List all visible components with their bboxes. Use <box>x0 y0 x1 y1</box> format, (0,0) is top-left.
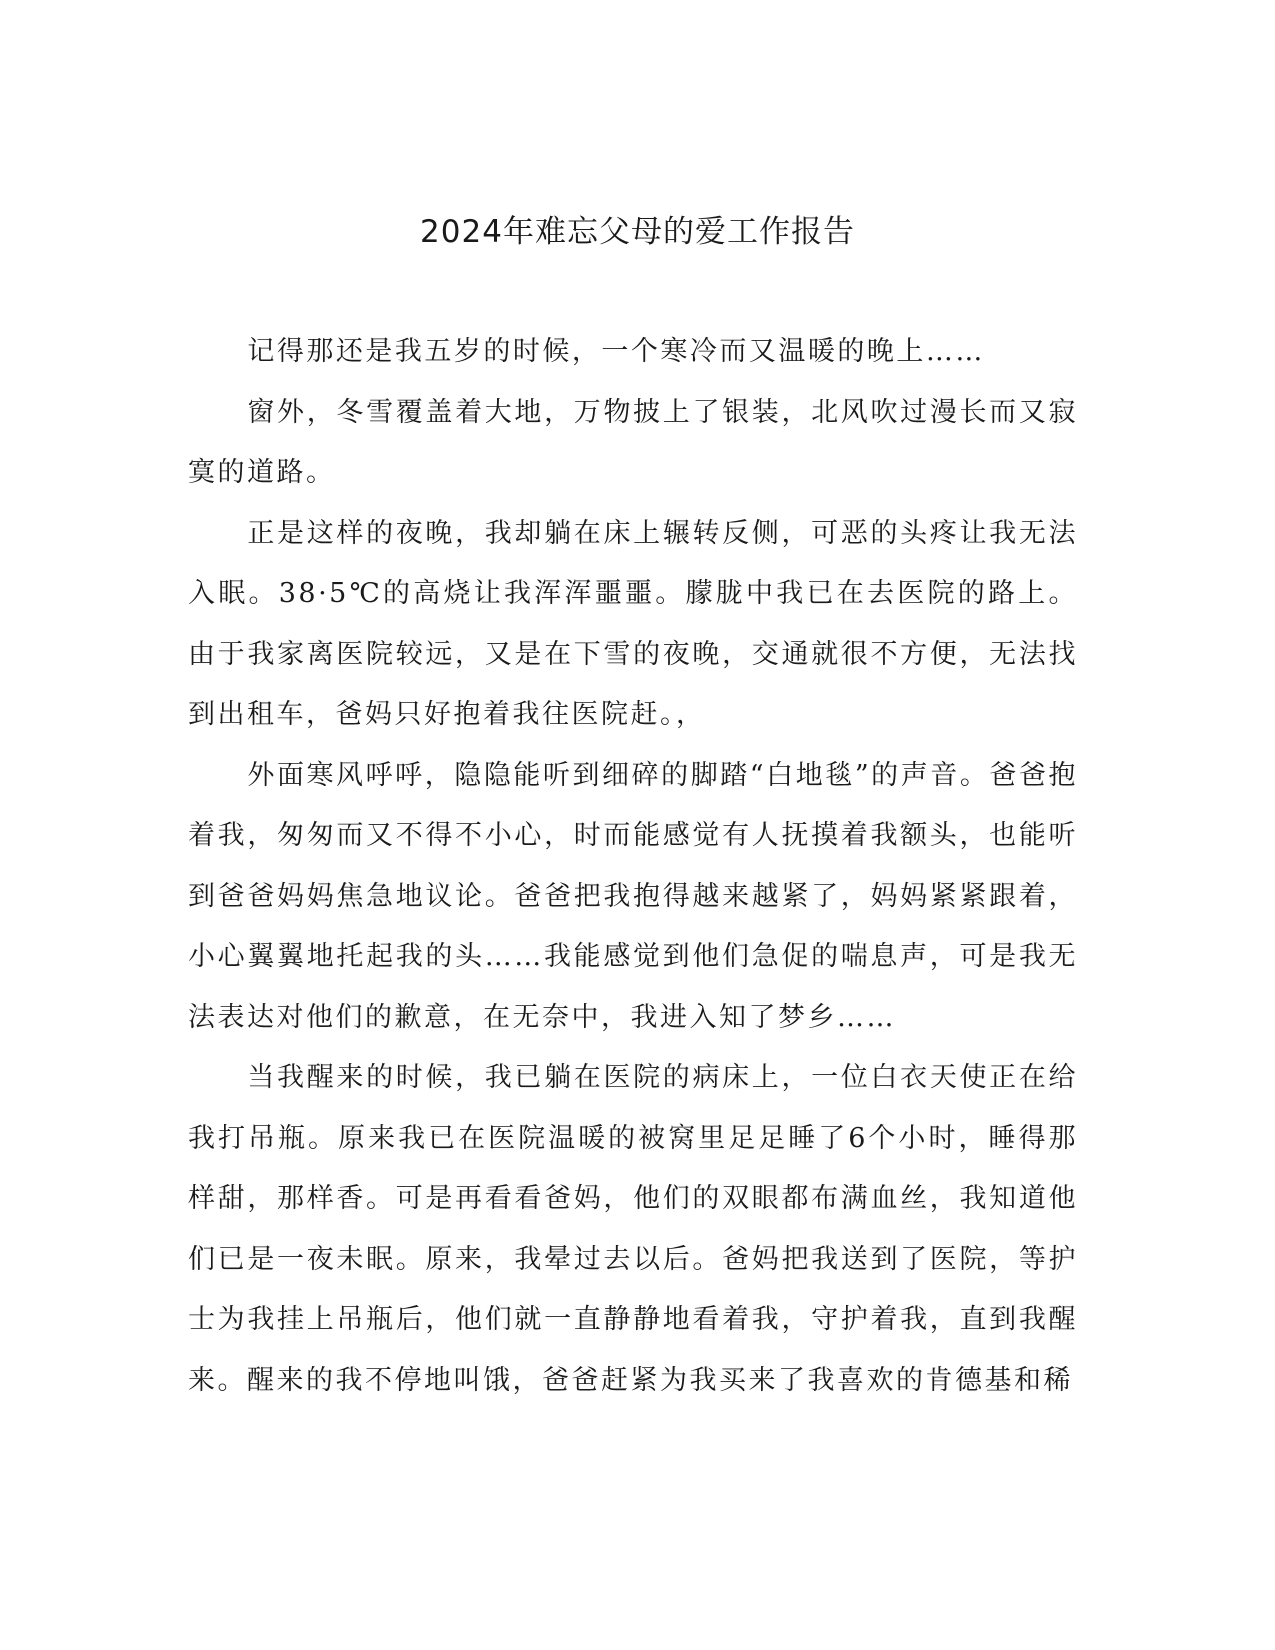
paragraph: 记得那还是我五岁的时候，一个寒冷而又温暖的晚上…… <box>247 336 985 367</box>
paragraph: 窗外，冬雪覆盖着大地，万物披上了银装，北风吹过漫长而又寂寞的道路。 <box>188 396 1078 488</box>
document-title: 2024年难忘父母的爱工作报告 <box>420 214 855 250</box>
paragraph: 正是这样的夜晚，我却躺在床上辗转反侧，可恶的头疼让我无法入眠。38·5℃的高烧让我浑浑噩噩。朦胧中我已在去医院的路上。由于我家离医院较远，又是在下雪的夜晚，交通就很不方便，无法找到出租车，爸妈只好抱着我往医院赶。， <box>188 517 1078 730</box>
paragraph: 外面寒风呼呼，隐隐能听到细碎的脚踏“白地毯”的声音。爸爸抱着我，匆匆而又不得不小心，时而能感觉有人抚摸着我额头，也能听到爸爸妈妈焦急地议论。爸爸把我抱得越来越紧了，妈妈紧紧跟着，小心翼翼地托起我的头……我能感觉到他们急促的喘息声，可是我无法表达对他们的歉意，在无奈中，我进入知了梦乡…… <box>188 759 1078 1033</box>
document-body <box>188 322 1078 1411</box>
paragraph: 当我醒来的时候，我已躺在医院的病床上，一位白衣天使正在给我打吊瓶。原来我已在医院温暖的被窝里足足睡了6个小时，睡得那样甜，那样香。可是再看看爸妈，他们的双眼都布满血丝，我知道他们已是一夜未眠。原来，我晕过去以后。爸妈把我送到了医院，等护士为我挂上吊瓶后，他们就一直静静地看着我，守护着我，直到我醒来。醒来的我不停地叫饿，爸爸赶紧为我买来了我喜欢的肯德基和稀 <box>188 1062 1078 1396</box>
